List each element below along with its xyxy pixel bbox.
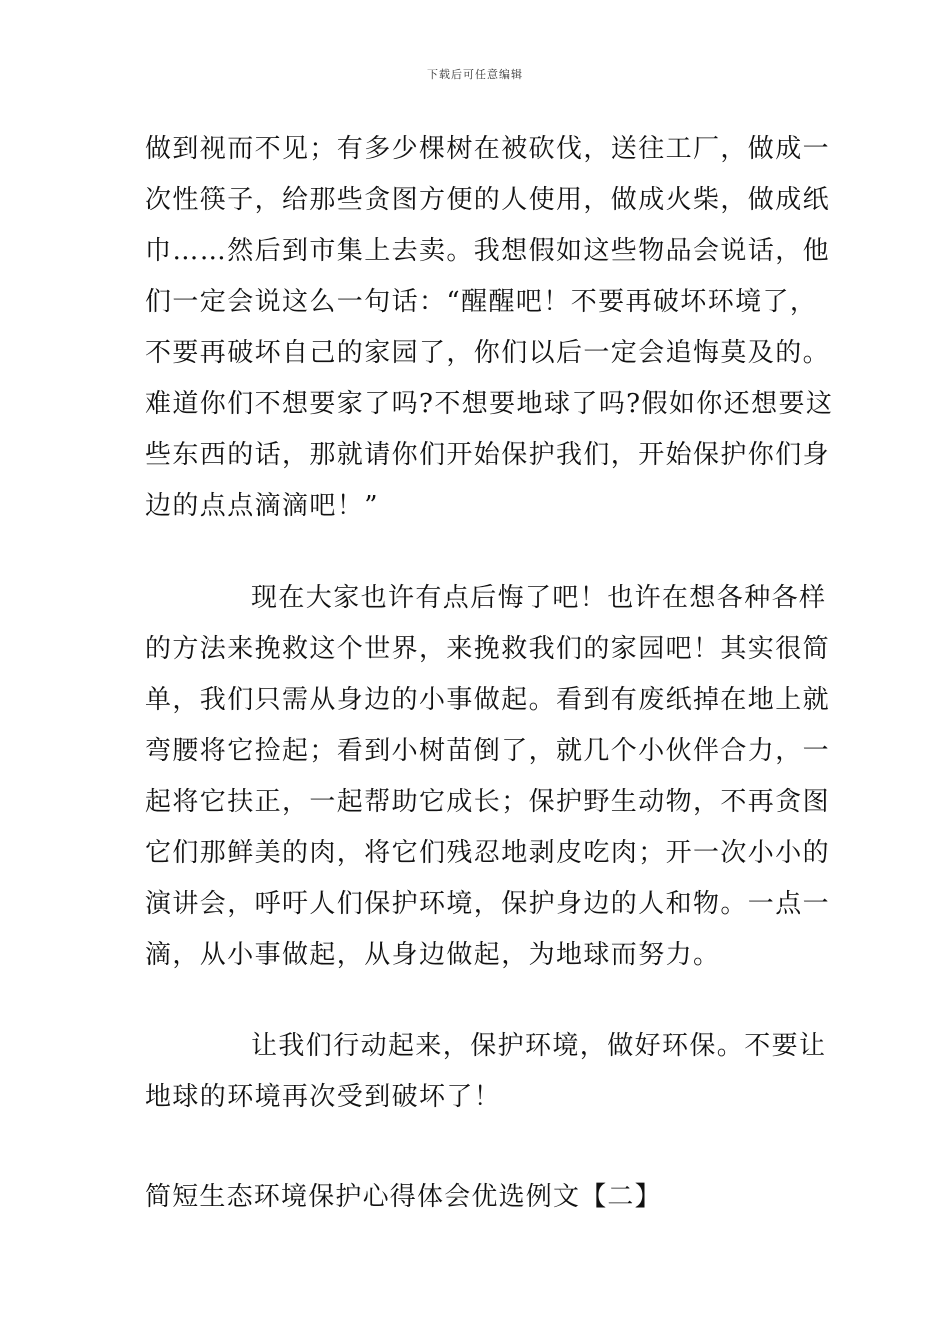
paragraph-2 xyxy=(145,573,831,981)
paragraph-line: 现在大家也许有点后悔了吧！也许在想各种各样 xyxy=(251,583,827,613)
paragraph-line: 巾……然后到市集上去卖。我想假如这些物品会说话，他 xyxy=(145,236,831,266)
paragraph-line: 们一定会说这么一句话：“醒醒吧！不要再破坏环境了， xyxy=(145,287,818,317)
paragraph-line: 边的点点滴滴吧！” xyxy=(145,491,379,521)
paragraph-line: 让我们行动起来，保护环境，做好环保。不要让 xyxy=(251,1031,827,1061)
paragraph-line: 单，我们只需从身边的小事做起。看到有废纸掉在地上就 xyxy=(145,685,831,715)
paragraph-line: 些东西的话，那就请你们开始保护我们，开始保护你们身 xyxy=(145,440,831,470)
paragraph-line: 难道你们不想要家了吗?不想要地球了吗?假如你还想要这 xyxy=(145,389,834,419)
paragraph-line: 起将它扶正，一起帮助它成长；保护野生动物，不再贪图 xyxy=(145,787,831,817)
paragraph-line: 滴，从小事做起，从身边做起，为地球而努力。 xyxy=(145,940,721,970)
page-header-note: 下载后可任意编辑 xyxy=(427,68,523,81)
paragraph-line: 次性筷子，给那些贪图方便的人使用，做成火柴，做成纸 xyxy=(145,185,831,215)
paragraph-1 xyxy=(145,124,834,532)
paragraph-line: 的方法来挽救这个世界，来挽救我们的家园吧！其实很简 xyxy=(145,634,831,664)
paragraph-line: 做到视而不见；有多少棵树在被砍伐，送往工厂，做成一 xyxy=(145,134,831,164)
paragraph-line: 不要再破坏自己的家园了，你们以后一定会追悔莫及的。 xyxy=(145,338,831,368)
paragraph-line: 弯腰将它捡起；看到小树苗倒了，就几个小伙伴合力，一 xyxy=(145,736,831,766)
section-heading: 简短生态环境保护心得体会优选例文【二】 xyxy=(145,1182,662,1212)
paragraph-3 xyxy=(145,1021,827,1123)
paragraph-line: 地球的环境再次受到破坏了！ xyxy=(145,1082,502,1112)
paragraph-line: 演讲会，呼吁人们保护环境，保护身边的人和物。一点一 xyxy=(145,889,831,919)
paragraph-line: 它们那鲜美的肉，将它们残忍地剥皮吃肉；开一次小小的 xyxy=(145,838,831,868)
